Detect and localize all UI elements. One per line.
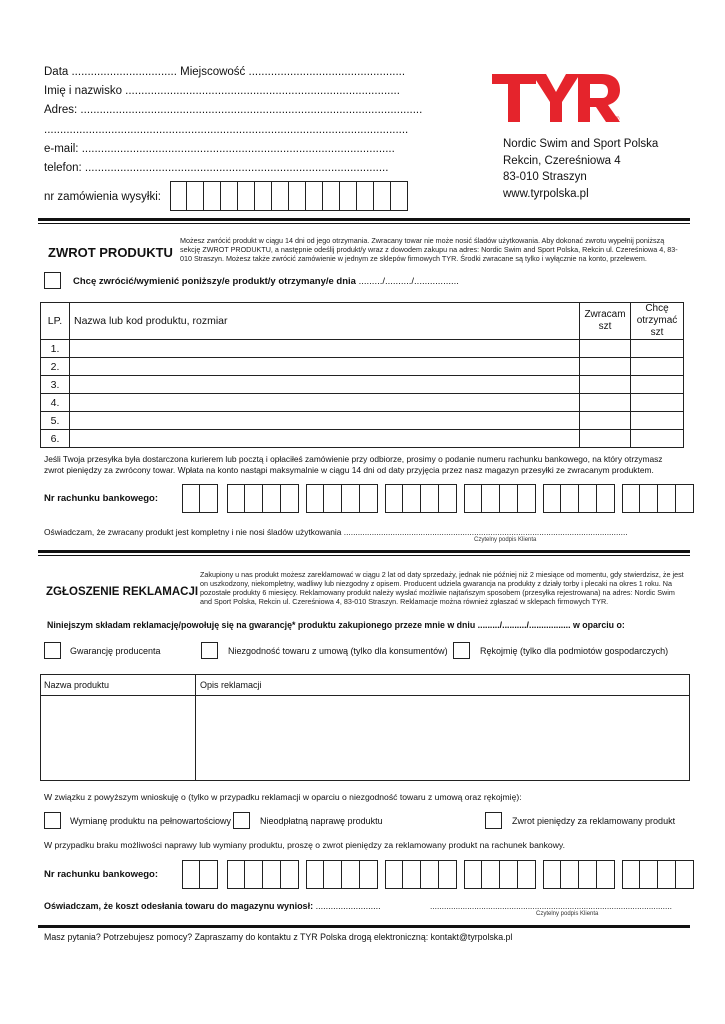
return-qty-cell[interactable]	[580, 340, 631, 358]
nonconformity-label: Niezgodność towaru z umową (tylko dla konsumentów)	[228, 646, 448, 656]
return-products-table	[40, 302, 684, 448]
order-number-cells[interactable]	[170, 181, 408, 211]
want-qty-cell[interactable]	[631, 376, 684, 394]
product-name-input[interactable]	[42, 696, 194, 780]
request-label: W związku z powyższym wnioskuję o (tylko w przypadku reklamacji w oparciu o niezgodność towaru z umową oraz rękojmię):	[44, 792, 522, 802]
col-return-header: Zwracam szt	[580, 303, 631, 340]
table-row	[41, 376, 684, 394]
product-cell[interactable]	[70, 394, 580, 412]
product-cell[interactable]	[70, 412, 580, 430]
full-name-field[interactable]: Imię i nazwisko ......................................................................................	[44, 85, 400, 97]
return-section-title: ZWROT PRODUKTU	[48, 245, 173, 260]
complaint-bank-cells[interactable]	[182, 860, 692, 890]
company-city: 83-010 Straszyn	[503, 171, 587, 183]
repair-checkbox[interactable]	[233, 812, 250, 829]
col-product-name-header: Nazwa produktu	[44, 680, 110, 690]
section-divider	[38, 555, 690, 556]
table-row	[41, 358, 684, 376]
complaint-table	[40, 674, 690, 781]
return-checkbox[interactable]	[44, 272, 61, 289]
want-qty-cell[interactable]	[631, 430, 684, 448]
return-declaration: Oświadczam, że zwracany produkt jest kompletny i nie nosi śladów użytkowania ..........................................................................................................................	[44, 527, 628, 537]
order-number-label: nr zamówienia wysyłki:	[44, 191, 161, 203]
product-cell[interactable]	[70, 358, 580, 376]
row-number: 4.	[41, 394, 70, 412]
want-qty-cell[interactable]	[631, 394, 684, 412]
col-want-header: Chcę otrzymać szt	[631, 303, 684, 340]
signature-line[interactable]: ........................................................................................................	[430, 901, 672, 911]
company-address	[503, 136, 658, 202]
column-divider	[195, 675, 196, 780]
table-header-row	[41, 303, 684, 340]
bank-account-label: Nr rachunku bankowego:	[44, 493, 159, 504]
return-qty-cell[interactable]	[580, 376, 631, 394]
date-place-field[interactable]: Data ................................. Miejscowość .................................................	[44, 66, 406, 78]
product-cell[interactable]	[70, 376, 580, 394]
warranty-checkbox[interactable]	[44, 642, 61, 659]
complaint-section-title: ZGŁOSZENIE REKLAMACJI	[46, 586, 199, 598]
return-info-text: Możesz zwrócić produkt w ciągu 14 dni od jego otrzymania. Zwracany towar nie może nosić śladów użytkowania. Aby dokonać zwrotu wypełnij poniższą sekcję ZWROT PRODUKTU, a następnie odeślij produkt/y wraz z dowodem zakupu na adres: Nordic Swim and Sport Polska, Rekcin ul. Czereśniowa 4, 83-010 Straszyn. Możesz także zwrócić zamówienie w jednym ze sklepów firmowych TYR. Środki zwracane są tylko i wyłącznie na konto, przelewem.	[180, 236, 678, 263]
want-qty-cell[interactable]	[631, 358, 684, 376]
refund-label: Zwrot pieniędzy za reklamowany produkt	[512, 816, 676, 826]
phone-field[interactable]: telefon: ...............................................................................................	[44, 162, 389, 174]
shipping-cost-label: Oświadczam, że koszt odesłania towaru do magazynu wyniosł: ..........................	[44, 901, 381, 911]
nonconformity-checkbox[interactable]	[201, 642, 218, 659]
complaint-info-text: Zakupiony u nas produkt możesz zareklamować w ciągu 2 lat od daty sprzedaży, jednak nie później niż 2 miesiące od momentu, gdy stwierdzisz, że jest on uszkodzony, niekompletny, wadliwy lub niezgodny z opisem. Producent udziela gwarancja na produkty z działy torby i plecaki na okres 1 roku. Na pozostałe produkty 6 miesięcy. Reklamowany produkt należy wysłać możliwie najtańszym sposobem (przesyłka rejestrowana) na adres: Nordic Swim and Sport Polska, Rekcin ul. Czereśniowa 4, 83-010 Straszyn. Reklamacje można również zgłaszać w sklepach firmowych TYR.	[200, 570, 684, 606]
section-divider	[38, 223, 690, 224]
refund-checkbox[interactable]	[485, 812, 502, 829]
col-description-header: Opis reklamacji	[200, 680, 262, 690]
product-cell[interactable]	[70, 340, 580, 358]
footer-contact: Masz pytania? Potrzebujesz pomocy? Zapraszamy do kontaktu z TYR Polska drogą elektroniczną: kontakt@tyrpolska.pl	[44, 932, 513, 942]
return-qty-cell[interactable]	[580, 394, 631, 412]
signature-caption: Czytelny podpis Klienta	[474, 537, 537, 543]
address-field[interactable]: Adres: ...........................................................................................................	[44, 104, 423, 116]
repair-label: Nieodpłatną naprawę produktu	[260, 816, 383, 826]
product-cell[interactable]	[70, 430, 580, 448]
replace-checkbox[interactable]	[44, 812, 61, 829]
tyr-logo	[490, 72, 625, 124]
table-row	[41, 394, 684, 412]
row-number: 1.	[41, 340, 70, 358]
section-divider	[38, 550, 690, 553]
complaint-bank-label: Nr rachunku bankowego:	[44, 869, 159, 880]
row-number: 6.	[41, 430, 70, 448]
return-qty-cell[interactable]	[580, 358, 631, 376]
footer-divider	[38, 925, 690, 928]
warranty-label: Gwarancję producenta	[70, 646, 161, 656]
address-field-2[interactable]: ..................................................................................................................	[44, 124, 409, 136]
row-number: 5.	[41, 412, 70, 430]
table-row	[41, 340, 684, 358]
email-field[interactable]: e-mail: ..................................................................................................	[44, 143, 395, 155]
fallback-text: W przypadku braku możliwości naprawy lub wymiany produktu, proszę o zwrot pieniędzy za reklamowany produkt na rachunek bankowy.	[44, 840, 565, 850]
replace-label: Wymianę produktu na pełnowartościowy	[70, 816, 231, 826]
want-qty-cell[interactable]	[631, 412, 684, 430]
want-qty-cell[interactable]	[631, 340, 684, 358]
row-number: 3.	[41, 376, 70, 394]
complaint-statement: Niniejszym składam reklamację/powołuję się na gwarancję* produktu zakupionego przeze mnie w dniu ........./........../................. w oparciu o:	[47, 620, 625, 630]
return-qty-cell[interactable]	[580, 430, 631, 448]
signature-caption: Czytelny podpis Klienta	[536, 911, 599, 917]
statutory-warranty-label: Rękojmię (tylko dla podmiotów gospodarczych)	[480, 646, 669, 656]
statutory-warranty-checkbox[interactable]	[453, 642, 470, 659]
company-street: Rekcin, Czereśniowa 4	[503, 154, 621, 167]
table-row	[41, 430, 684, 448]
col-lp-header: LP.	[41, 303, 70, 340]
table-row	[41, 412, 684, 430]
svg-text:®: ®	[615, 117, 620, 123]
company-web[interactable]: www.tyrpolska.pl	[503, 187, 589, 200]
section-divider	[38, 218, 690, 221]
company-name: Nordic Swim and Sport Polska	[503, 138, 659, 150]
return-request-label: Chcę zwrócić/wymienić poniższy/e produkt/y otrzymany/e dnia ........./........../.................	[73, 276, 459, 287]
bank-account-cells[interactable]	[182, 484, 692, 514]
bank-info-text: Jeśli Twoja przesyłka była dostarczona kurierem lub pocztą i opłaciłeś zamówienie przy odbiorze, prosimy o podanie numeru rachunku bankowego, na który otrzymasz zwrot pieniędzy za zwrócony towar. Wpłata na konto nastąpi maksymalnie w ciągu 14 dni od daty przyjęcia przez nasz magazyn przesyłki ze zwracanym produktem.	[44, 454, 663, 475]
row-number: 2.	[41, 358, 70, 376]
return-qty-cell[interactable]	[580, 412, 631, 430]
col-product-header: Nazwa lub kod produktu, rozmiar	[70, 303, 580, 340]
complaint-description-input[interactable]	[197, 696, 689, 780]
